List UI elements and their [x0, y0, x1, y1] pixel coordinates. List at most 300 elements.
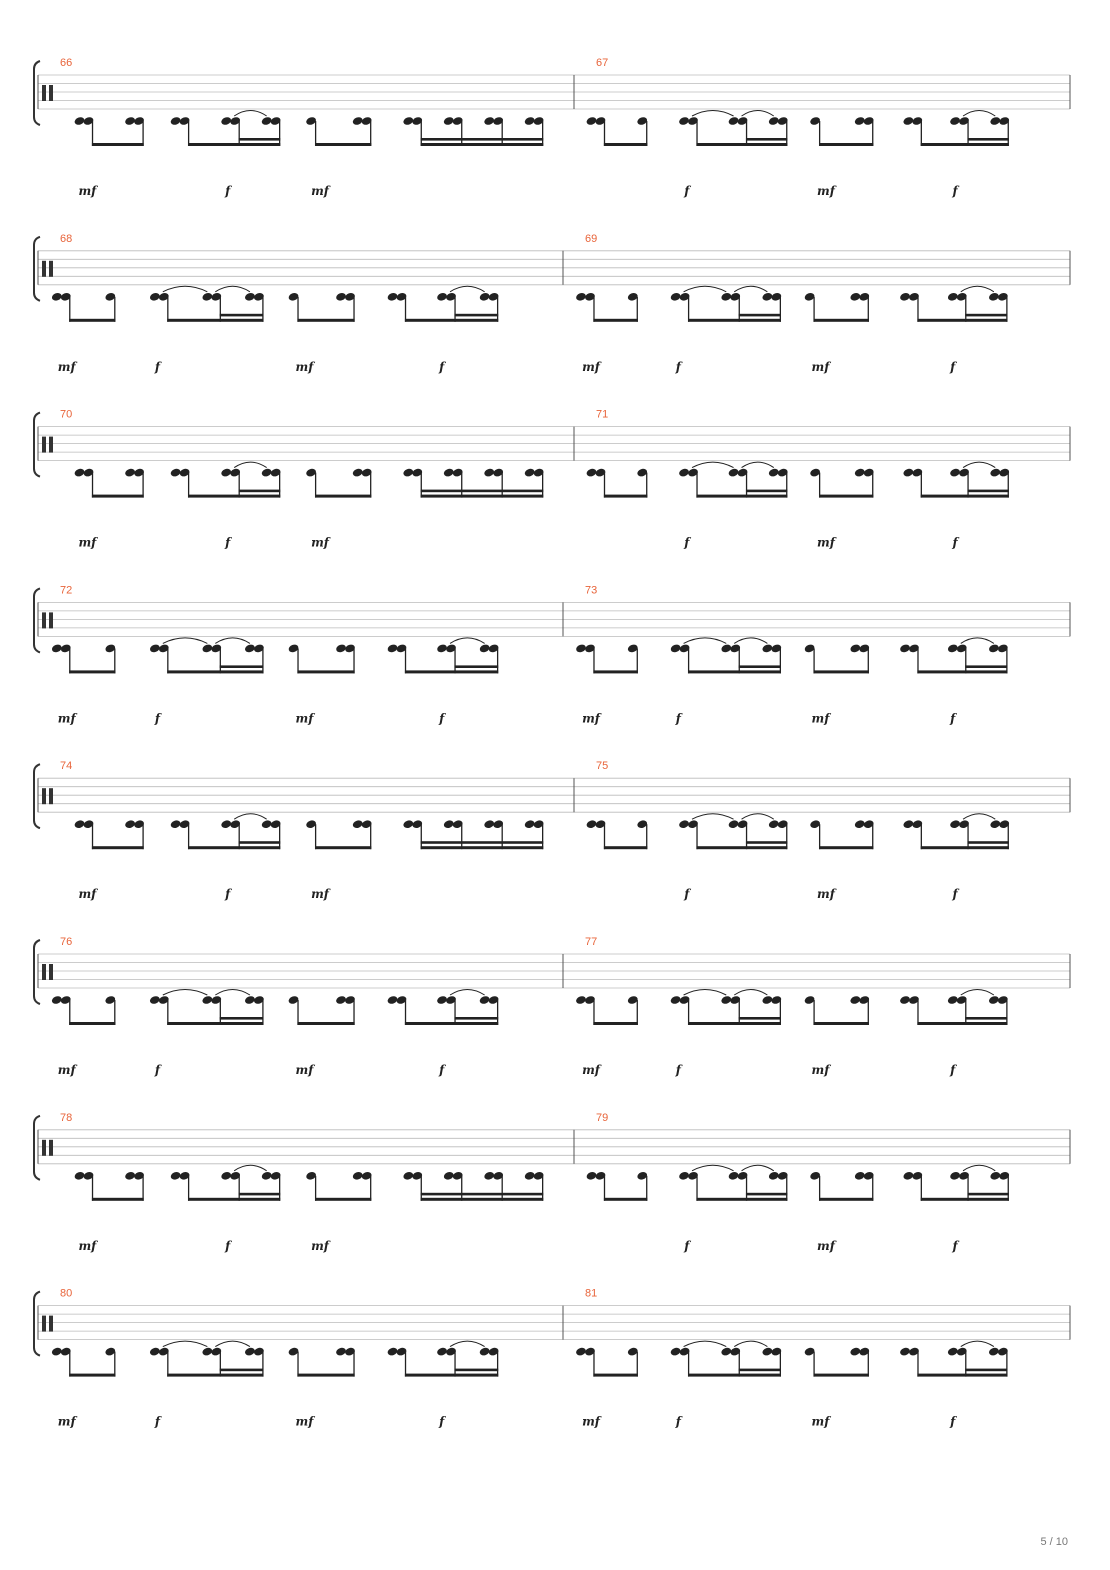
beam [917, 1374, 1007, 1377]
dynamic-marking: f [950, 711, 956, 726]
tie [742, 1165, 774, 1171]
note-head [768, 1171, 780, 1181]
tie [734, 1341, 767, 1347]
dynamic-marking: mf [311, 535, 329, 550]
beam-group [288, 643, 356, 673]
tie [234, 462, 266, 468]
note-head [949, 819, 961, 829]
beam-secondary [965, 1369, 1007, 1372]
tie [692, 111, 734, 117]
note-head [949, 116, 961, 126]
beam-group [305, 1171, 372, 1201]
beam-group [670, 638, 783, 674]
beam-secondary [739, 314, 781, 317]
tie [450, 286, 485, 292]
beam [921, 846, 1009, 849]
note-head [220, 819, 232, 829]
beam-secondary [746, 841, 787, 844]
dynamic-marking: f [950, 1063, 956, 1077]
note-head [261, 819, 273, 829]
note-head [849, 643, 861, 653]
note-head [170, 468, 182, 478]
percussion-clef [42, 1316, 46, 1332]
beam [188, 846, 280, 849]
note-head [989, 819, 1001, 829]
beam [315, 495, 371, 498]
beam-secondary [454, 1369, 498, 1372]
note-head [768, 819, 780, 829]
dynamic-marking: mf [811, 711, 830, 726]
beam-group [670, 990, 783, 1026]
beam-group [149, 638, 265, 674]
note-head [728, 468, 740, 478]
dynamic-marking: f [675, 711, 681, 726]
percussion-clef [49, 1316, 53, 1332]
note-head [720, 292, 732, 302]
note-head [149, 643, 161, 653]
measure-80 [51, 1288, 500, 1429]
beam [813, 670, 868, 673]
note-head [988, 643, 1000, 653]
system-bracket [34, 1292, 40, 1356]
note-head [335, 1347, 347, 1357]
note-head [849, 1347, 861, 1357]
dynamic-marking: f [675, 359, 681, 374]
note-head [387, 292, 399, 302]
tie [163, 1341, 207, 1347]
dynamic-marking: mf [57, 1414, 76, 1429]
note-head [51, 643, 63, 653]
dynamic-marking: f [439, 711, 445, 726]
beam-secondary [220, 1017, 264, 1020]
note-head [479, 995, 491, 1005]
beam-group [902, 1165, 1010, 1201]
note-head [989, 1171, 1001, 1181]
measure-number: 78 [60, 1111, 73, 1124]
tie [963, 462, 995, 468]
tie [742, 814, 774, 820]
dynamic-marking: mf [582, 1063, 600, 1077]
beam-group [149, 286, 265, 322]
dynamic-marking: mf [311, 887, 329, 902]
beam-group [678, 462, 789, 498]
note-head [352, 468, 364, 478]
measure-74 [60, 760, 545, 901]
note-head [443, 116, 455, 126]
dynamic-marking: f [154, 1414, 161, 1429]
beam-group [902, 462, 1010, 498]
note-head [402, 468, 414, 478]
tie [163, 286, 207, 292]
note-head [402, 1171, 414, 1181]
beam [297, 319, 354, 322]
measure-number: 67 [596, 57, 609, 69]
beam-secondary [739, 1017, 781, 1020]
measure-number: 81 [585, 1287, 598, 1300]
system-7 [34, 1112, 1070, 1253]
dynamic-marking: f [439, 359, 445, 374]
beam [405, 319, 498, 322]
note-head [402, 116, 414, 126]
note-head [261, 1171, 273, 1181]
system-2 [34, 233, 1070, 374]
beam-group [804, 995, 871, 1025]
beam-group [51, 1347, 116, 1377]
beam-secondary [239, 490, 281, 493]
beam [167, 1022, 263, 1025]
note-head [51, 1347, 63, 1357]
system-bracket [34, 588, 40, 652]
tie [215, 638, 250, 644]
beam [421, 495, 544, 498]
dynamic-marking: f [154, 711, 161, 726]
beam-secondary [739, 1369, 781, 1372]
beam-secondary [746, 490, 787, 493]
beam-group [899, 1341, 1009, 1377]
beam [69, 670, 115, 673]
beam-group [170, 111, 282, 147]
percussion-clef [49, 964, 53, 980]
system-bracket [34, 940, 40, 1004]
beam-group [51, 292, 116, 322]
dynamic-marking: f [154, 1063, 161, 1077]
note-head [244, 1347, 256, 1357]
beam-group [809, 468, 874, 498]
note-head [678, 116, 690, 126]
tie [234, 814, 266, 820]
note-head [479, 643, 491, 653]
tie [961, 1341, 994, 1347]
note-head [575, 643, 587, 653]
measure-79 [586, 1112, 1011, 1253]
measure-69 [575, 233, 1009, 374]
note-head [728, 1171, 740, 1181]
note-head [201, 643, 213, 653]
percussion-clef [42, 261, 46, 277]
beam-group [402, 116, 544, 146]
beam [69, 319, 115, 322]
beam [921, 143, 1009, 146]
tie [961, 286, 994, 292]
percussion-clef [49, 437, 53, 453]
note-head [436, 643, 448, 653]
beam [921, 495, 1009, 498]
beam [92, 495, 144, 498]
measure-number: 73 [585, 584, 598, 597]
tie [163, 990, 207, 996]
dynamic-marking: mf [78, 184, 97, 198]
note-head [124, 1171, 136, 1181]
dynamic-marking: mf [57, 1063, 76, 1077]
dynamic-marking: mf [295, 1414, 314, 1429]
tie [684, 1341, 727, 1347]
beam-group [288, 1347, 356, 1377]
beam-secondary [965, 665, 1007, 668]
measure-71 [586, 409, 1011, 550]
note-head [947, 292, 959, 302]
note-head [989, 116, 1001, 126]
percussion-clef [42, 437, 46, 453]
beam [297, 670, 354, 673]
beam-secondary [967, 138, 1008, 141]
note-head [74, 116, 86, 126]
measure-number: 71 [596, 408, 609, 421]
note-head [352, 116, 364, 126]
note-head [524, 468, 536, 478]
dynamic-marking: mf [78, 535, 97, 550]
beam [92, 1198, 144, 1201]
dynamic-marking: mf [311, 1238, 329, 1253]
note-head [902, 116, 914, 126]
measure-number: 70 [60, 408, 73, 421]
system-4 [34, 584, 1070, 725]
note-head [670, 292, 682, 302]
note-head [402, 819, 414, 829]
note-head [524, 1171, 536, 1181]
system-bracket [34, 1116, 40, 1180]
dynamic-marking: f [950, 1414, 956, 1429]
dynamic-marking: f [225, 535, 231, 550]
tie [963, 1165, 995, 1171]
system-5 [34, 760, 1070, 901]
note-head [124, 116, 136, 126]
note-head [244, 643, 256, 653]
beam-group [670, 286, 783, 322]
note-head [854, 116, 866, 126]
tie [215, 286, 250, 292]
tie [692, 814, 734, 820]
tie [734, 638, 767, 644]
dynamic-marking: f [225, 1238, 231, 1253]
beam [593, 1374, 637, 1377]
note-head [678, 819, 690, 829]
beam [297, 1374, 354, 1377]
measure-number: 68 [60, 232, 73, 245]
note-head [947, 643, 959, 653]
system-bracket [34, 764, 40, 828]
note-head [387, 995, 399, 1005]
measure-75 [586, 760, 1011, 901]
beam-group [804, 1347, 871, 1377]
note-head [387, 643, 399, 653]
percussion-clef [49, 1140, 53, 1156]
beam-group [402, 819, 544, 849]
tie [961, 638, 994, 644]
system-bracket [34, 61, 40, 125]
note-head [149, 995, 161, 1005]
note-head [575, 995, 587, 1005]
beam-secondary [454, 314, 498, 317]
beam-secondary [967, 490, 1008, 493]
beam [297, 1022, 354, 1025]
note-head [678, 1171, 690, 1181]
beam-group [74, 468, 145, 498]
tie [742, 111, 774, 117]
beam-group [305, 468, 372, 498]
tie [215, 1341, 250, 1347]
beam-group [387, 286, 500, 322]
beam-secondary [239, 841, 281, 844]
percussion-clef [49, 85, 53, 101]
note-head [479, 1347, 491, 1357]
beam [604, 143, 647, 146]
measure-number: 80 [60, 1287, 73, 1300]
beam-group [288, 292, 356, 322]
beam [421, 143, 544, 146]
note-head [524, 819, 536, 829]
beam-group [51, 643, 116, 673]
beam-group [586, 116, 649, 146]
note-head [443, 1171, 455, 1181]
beam-group [804, 292, 871, 322]
dynamic-marking: f [684, 184, 690, 198]
note-head [899, 1347, 911, 1357]
measure-72 [51, 584, 500, 725]
note-head [768, 116, 780, 126]
dynamic-marking: mf [817, 887, 835, 902]
note-head [483, 1171, 495, 1181]
system-6 [34, 936, 1070, 1077]
beam [819, 846, 873, 849]
beam [593, 1022, 637, 1025]
note-head [902, 819, 914, 829]
note-head [947, 995, 959, 1005]
note-head [902, 468, 914, 478]
beam-secondary [746, 138, 787, 141]
note-head [244, 995, 256, 1005]
tie [692, 1165, 734, 1171]
beam [167, 670, 263, 673]
beam-group [586, 1171, 649, 1201]
note-head [988, 1347, 1000, 1357]
note-head [201, 1347, 213, 1357]
beam [92, 846, 144, 849]
beam-group [670, 1341, 783, 1377]
note-head [51, 995, 63, 1005]
dynamic-marking: mf [78, 1238, 97, 1253]
measure-70 [60, 409, 545, 550]
dynamic-marking: mf [78, 887, 97, 902]
measure-67 [586, 57, 1011, 198]
beam-secondary [739, 665, 781, 668]
beam [405, 1022, 498, 1025]
tie [234, 111, 266, 117]
beam [315, 1198, 371, 1201]
beam-group [74, 1171, 145, 1201]
beam-secondary [967, 1193, 1008, 1196]
beam-secondary [421, 1193, 544, 1196]
beam [688, 1374, 781, 1377]
dynamic-marking: mf [817, 535, 835, 550]
note-head [989, 468, 1001, 478]
dynamic-marking: f [225, 184, 231, 198]
dynamic-marking: f [952, 887, 958, 902]
dynamic-marking: f [675, 1063, 681, 1077]
dynamic-marking: f [684, 887, 690, 902]
beam-secondary [220, 314, 264, 317]
note-head [899, 643, 911, 653]
dynamic-marking: f [952, 535, 958, 550]
note-head [335, 292, 347, 302]
tie [684, 638, 727, 644]
percussion-clef [42, 612, 46, 628]
beam [421, 846, 544, 849]
note-head [728, 116, 740, 126]
measure-number: 76 [60, 936, 73, 948]
system-1 [34, 57, 1070, 198]
beam-group [402, 468, 544, 498]
beam [819, 143, 873, 146]
beam-group [387, 638, 500, 674]
beam [405, 1374, 498, 1377]
beam-group [678, 1165, 789, 1201]
beam [167, 319, 263, 322]
tie [450, 638, 485, 644]
note-head [483, 116, 495, 126]
beam-group [149, 1341, 265, 1377]
note-head [201, 995, 213, 1005]
percussion-clef [42, 788, 46, 804]
note-head [149, 1347, 161, 1357]
dynamic-marking: f [684, 1238, 690, 1253]
measure-number: 69 [585, 232, 598, 245]
beam-group [149, 990, 265, 1026]
dynamic-marking: mf [811, 1063, 830, 1077]
note-head [436, 1347, 448, 1357]
note-head [575, 292, 587, 302]
beam-group [305, 819, 372, 849]
measure-number: 66 [60, 57, 73, 69]
note-head [436, 995, 448, 1005]
dynamic-marking: mf [817, 1238, 835, 1253]
beam-secondary [965, 1017, 1007, 1020]
note-head [720, 643, 732, 653]
note-head [220, 468, 232, 478]
tie [450, 1341, 485, 1347]
percussion-clef [49, 788, 53, 804]
tie [963, 814, 995, 820]
dynamic-marking: f [439, 1414, 445, 1429]
note-head [170, 116, 182, 126]
note-head [220, 116, 232, 126]
note-head [387, 1347, 399, 1357]
beam [421, 1198, 544, 1201]
tie [163, 638, 207, 644]
beam [688, 319, 781, 322]
beam [917, 1022, 1007, 1025]
dynamic-marking: mf [57, 711, 76, 726]
beam-group [678, 111, 789, 147]
beam-group [387, 1341, 500, 1377]
dynamic-marking: mf [295, 359, 314, 374]
beam [188, 143, 280, 146]
note-head [124, 819, 136, 829]
note-head [761, 643, 773, 653]
dynamic-marking: f [675, 1414, 681, 1429]
note-head [74, 819, 86, 829]
note-head [761, 1347, 773, 1357]
beam [69, 1374, 115, 1377]
note-head [524, 116, 536, 126]
note-head [761, 292, 773, 302]
tie [684, 990, 727, 996]
note-head [988, 292, 1000, 302]
tie [742, 462, 774, 468]
note-head [761, 995, 773, 1005]
beam-group [288, 995, 356, 1025]
dynamic-marking: f [154, 359, 161, 374]
note-head [849, 292, 861, 302]
